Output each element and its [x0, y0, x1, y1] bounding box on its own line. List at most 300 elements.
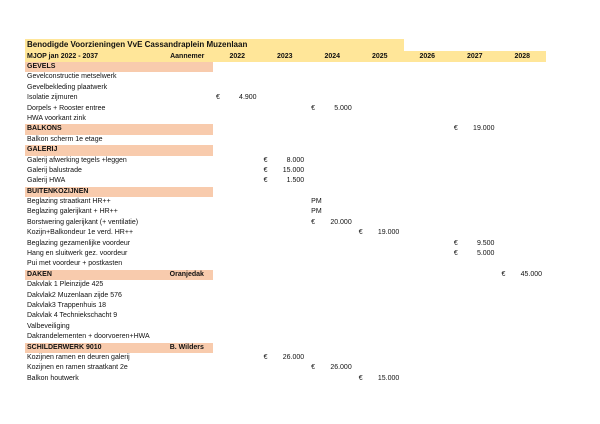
year-cell-2024 [308, 270, 356, 280]
table-row [25, 72, 546, 82]
year-cell-2026 [403, 343, 451, 353]
year-cell-2028 [498, 135, 546, 145]
pm-marker: PM [311, 208, 322, 216]
year-header-2023: 2023 [276, 52, 293, 60]
item-label: Dakrandelementen + doorvoeren+HWA [27, 333, 150, 341]
year-cell-2025 [356, 322, 404, 332]
year-cell-2024 [308, 156, 356, 166]
year-cell-2028 [498, 124, 546, 134]
year-cell-2028 [498, 207, 546, 217]
year-cell-2025 [356, 62, 404, 72]
year-cell-2023 [261, 311, 309, 321]
year-cell-2026 [403, 145, 451, 155]
item-contractor [161, 228, 213, 238]
year-cell-2023 [261, 280, 309, 290]
section-title: BUITENKOZIJNEN [27, 187, 89, 195]
year-cell-2025 [356, 332, 404, 342]
year-cell-2026 [403, 291, 451, 301]
year-cell-2022 [213, 291, 261, 301]
year-cell-2025 [356, 353, 404, 363]
year-cell-2023 [261, 145, 309, 155]
year-cell-2024 [308, 228, 356, 238]
table-row [25, 280, 546, 290]
row-label-area [25, 228, 213, 238]
year-cell-2024 [308, 259, 356, 269]
table-row [25, 374, 546, 384]
table-row [25, 259, 546, 269]
item-contractor [161, 166, 213, 176]
year-cell-2028 [498, 239, 546, 249]
table-row [25, 353, 546, 363]
row-label-area [25, 218, 213, 228]
year-cell-2024 [308, 72, 356, 82]
item-label: Gevelbekleding plaatwerk [27, 83, 108, 91]
amount: 8.000 [286, 156, 305, 164]
table-row [25, 332, 546, 342]
year-cell-2027 [451, 145, 499, 155]
item-contractor [161, 291, 213, 301]
year-cell-2022 [213, 166, 261, 176]
item-label: Dakvlak3 Trappenhuis 18 [27, 301, 106, 309]
year-cell-2026 [403, 124, 451, 134]
year-cell-2024 [308, 114, 356, 124]
year-cell-2022 [213, 135, 261, 145]
year-header-2024: 2024 [324, 52, 341, 60]
year-cell-2027 [451, 62, 499, 72]
year-cell-2027 [451, 301, 499, 311]
amount: 5.000 [476, 250, 495, 258]
year-cell-2028 [498, 249, 546, 259]
section-title: SCHILDERWERK 9010 [27, 343, 102, 351]
item-label: Galerij balustrade [27, 166, 82, 174]
year-cell-2023 [261, 72, 309, 82]
row-label-area [25, 311, 213, 321]
section-header-row [25, 145, 546, 155]
year-cell-2023 [261, 83, 309, 93]
year-cell-2028 [498, 363, 546, 373]
year-cell-2024 [308, 135, 356, 145]
year-cell-2022 [213, 156, 261, 166]
year-cell-2025 [356, 114, 404, 124]
currency-symbol: € [311, 218, 316, 226]
year-cell-2028 [498, 156, 546, 166]
year-cell-2027 [451, 124, 499, 134]
year-cell-2022 [213, 176, 261, 186]
year-cell-2028 [498, 187, 546, 197]
year-cell-2026 [403, 135, 451, 145]
year-cell-2023 [261, 353, 309, 363]
year-cell-2025 [356, 135, 404, 145]
year-cell-2025 [356, 239, 404, 249]
item-label: Balkon scherm 1e etage [27, 135, 103, 143]
section-contractor [161, 187, 213, 197]
year-cell-2026 [403, 72, 451, 82]
year-cell-2026 [403, 228, 451, 238]
year-cell-2022 [213, 197, 261, 207]
year-cell-2028 [498, 176, 546, 186]
year-cell-2024 [308, 197, 356, 207]
year-cell-2023 [261, 291, 309, 301]
table-row [25, 166, 546, 176]
amount: 5.000 [334, 104, 352, 112]
row-label-area [25, 197, 213, 207]
year-cell-2028 [498, 104, 546, 114]
currency-symbol: € [311, 364, 316, 372]
item-label: Isolatie zijmuren [27, 94, 78, 102]
year-cell-2025 [356, 374, 404, 384]
year-cell-2027 [451, 228, 499, 238]
year-cell-2025 [356, 270, 404, 280]
year-cell-2025 [356, 291, 404, 301]
item-label: Balkon houtwerk [27, 374, 79, 382]
item-contractor [161, 301, 213, 311]
year-cell-2028 [498, 166, 546, 176]
year-cell-2027 [451, 291, 499, 301]
year-cell-2028 [498, 83, 546, 93]
year-cell-2025 [356, 166, 404, 176]
currency-symbol: € [311, 104, 316, 112]
year-cell-2025 [356, 363, 404, 373]
year-cell-2022 [213, 62, 261, 72]
item-contractor [161, 93, 213, 103]
year-cell-2022 [213, 239, 261, 249]
item-label: Gevelconstructie metselwerk [27, 73, 117, 81]
year-cell-2022 [213, 270, 261, 280]
year-cell-2027 [451, 104, 499, 114]
table-row [25, 114, 546, 124]
table-row [25, 218, 546, 228]
item-label: Hang en sluitwerk gez. voordeur [27, 250, 128, 258]
mjop-sheet [25, 39, 546, 384]
section-title: DAKEN [27, 270, 52, 278]
year-cell-2024 [308, 187, 356, 197]
currency-symbol: € [453, 250, 458, 258]
year-cell-2028 [498, 93, 546, 103]
year-cell-2025 [356, 311, 404, 321]
row-label-area [25, 280, 213, 290]
row-label-area [25, 322, 213, 332]
year-cell-2025 [356, 218, 404, 228]
year-cell-2028 [498, 228, 546, 238]
item-contractor [161, 218, 213, 228]
document-title: Benodigde Voorzieningen VvE Cassandraplein Muzenlaan [25, 39, 404, 51]
table-row [25, 207, 546, 217]
year-cell-2022 [213, 301, 261, 311]
year-cell-2024 [308, 343, 356, 353]
year-cell-2023 [261, 343, 309, 353]
year-cell-2024 [308, 280, 356, 290]
year-cell-2025 [356, 343, 404, 353]
year-cell-2022 [213, 104, 261, 114]
section-contractor: Oranjedak [169, 270, 204, 278]
year-cell-2026 [403, 259, 451, 269]
year-cell-2028 [498, 343, 546, 353]
year-cell-2024 [308, 332, 356, 342]
year-cell-2023 [261, 93, 309, 103]
year-cell-2022 [213, 322, 261, 332]
year-cell-2024 [308, 301, 356, 311]
item-label: HWA voorkant zink [27, 114, 86, 122]
year-cell-2023 [261, 259, 309, 269]
year-cell-2024 [308, 322, 356, 332]
item-contractor [161, 280, 213, 290]
item-label: Kozijn+Balkondeur 1e verd. HR++ [27, 229, 134, 237]
column-header-row [25, 51, 546, 63]
year-cell-2027 [451, 135, 499, 145]
item-label: Dakvlak2 Muzenlaan zijde 576 [27, 291, 122, 299]
row-label-area [25, 259, 213, 269]
year-cell-2024 [308, 62, 356, 72]
year-cell-2027 [451, 176, 499, 186]
year-cell-2025 [356, 207, 404, 217]
year-cell-2024 [308, 176, 356, 186]
year-cell-2025 [356, 93, 404, 103]
pm-marker: PM [311, 198, 322, 206]
section-contractor [161, 62, 213, 72]
year-cell-2025 [356, 301, 404, 311]
year-cell-2022 [213, 228, 261, 238]
year-cell-2027 [451, 259, 499, 269]
year-cell-2027 [451, 218, 499, 228]
year-cell-2022 [213, 145, 261, 155]
year-cell-2027 [451, 72, 499, 82]
section-band [25, 62, 213, 72]
year-cell-2027 [451, 270, 499, 280]
table-row [25, 228, 546, 238]
year-cell-2027 [451, 197, 499, 207]
year-cell-2028 [498, 280, 546, 290]
year-cell-2027 [451, 114, 499, 124]
title-row [25, 39, 546, 51]
year-cell-2028 [498, 301, 546, 311]
currency-symbol: € [358, 229, 363, 237]
year-cell-2028 [498, 145, 546, 155]
row-label-area [25, 291, 213, 301]
year-cell-2023 [261, 187, 309, 197]
section-contractor: B. Wilders [169, 343, 204, 351]
year-cell-2027 [451, 83, 499, 93]
year-cell-2022 [213, 249, 261, 259]
currency-symbol: € [216, 94, 220, 102]
year-cell-2025 [356, 156, 404, 166]
year-cell-2024 [308, 83, 356, 93]
row-label-area [25, 239, 213, 249]
year-cell-2026 [403, 62, 451, 72]
item-label: Borstwering galerijkant (+ ventilatie) [27, 218, 139, 226]
table-row [25, 104, 546, 114]
year-cell-2023 [261, 166, 309, 176]
year-cell-2028 [498, 311, 546, 321]
year-cell-2028 [498, 218, 546, 228]
item-contractor [161, 311, 213, 321]
item-label: Beglazing galerijkant + HR++ [27, 208, 118, 216]
item-label: Beglazing gezamenlijke voordeur [27, 239, 131, 247]
item-contractor [161, 332, 213, 342]
year-cell-2022 [213, 207, 261, 217]
item-contractor [161, 135, 213, 145]
year-cell-2026 [403, 239, 451, 249]
year-cell-2024 [308, 124, 356, 134]
row-label-area [25, 332, 213, 342]
year-cell-2023 [261, 135, 309, 145]
item-contractor [161, 239, 213, 249]
year-header-2027: 2027 [466, 52, 483, 60]
year-cell-2025 [356, 176, 404, 186]
year-cell-2026 [403, 270, 451, 280]
table-row [25, 156, 546, 166]
row-label-area [25, 104, 213, 114]
year-cell-2026 [403, 207, 451, 217]
item-contractor [161, 176, 213, 186]
year-cell-2025 [356, 72, 404, 82]
year-cell-2023 [261, 363, 309, 373]
year-cell-2026 [403, 176, 451, 186]
currency-symbol: € [453, 125, 458, 133]
row-label-area [25, 207, 213, 217]
year-cell-2023 [261, 332, 309, 342]
year-cell-2022 [213, 343, 261, 353]
amount: 20.000 [330, 218, 352, 226]
year-cell-2023 [261, 156, 309, 166]
year-cell-2024 [308, 104, 356, 114]
year-cell-2024 [308, 363, 356, 373]
item-label: Dorpels + Rooster entree [27, 104, 106, 112]
section-contractor [161, 124, 213, 134]
year-cell-2026 [403, 374, 451, 384]
table-row [25, 176, 546, 186]
year-cell-2022 [213, 332, 261, 342]
amount: 15.000 [377, 374, 400, 382]
item-contractor [161, 353, 213, 363]
section-band [25, 187, 213, 197]
year-cell-2024 [308, 166, 356, 176]
section-band [25, 343, 213, 353]
year-cell-2022 [213, 353, 261, 363]
year-cell-2022 [213, 93, 261, 103]
item-label: Dakvlak 1 Pleinzijde 425 [27, 281, 104, 289]
amount: 1.500 [286, 177, 305, 185]
year-cell-2025 [356, 280, 404, 290]
section-band [25, 270, 213, 280]
row-label-area [25, 301, 213, 311]
amount: 45.000 [520, 270, 543, 278]
year-cell-2027 [451, 374, 499, 384]
year-cell-2026 [403, 104, 451, 114]
year-cell-2023 [261, 239, 309, 249]
year-cell-2026 [403, 197, 451, 207]
year-cell-2028 [498, 197, 546, 207]
item-contractor [161, 83, 213, 93]
section-title: GEVELS [27, 63, 56, 70]
year-cell-2025 [356, 228, 404, 238]
year-cell-2023 [261, 322, 309, 332]
amount: 15.000 [282, 166, 305, 174]
year-cell-2023 [261, 374, 309, 384]
currency-symbol: € [358, 374, 363, 382]
year-cell-2026 [403, 93, 451, 103]
year-cell-2026 [403, 311, 451, 321]
row-label-area [25, 135, 213, 145]
year-cell-2024 [308, 239, 356, 249]
year-cell-2025 [356, 249, 404, 259]
year-cell-2022 [213, 259, 261, 269]
year-header-2026: 2026 [419, 52, 436, 60]
year-cell-2028 [498, 270, 546, 280]
year-cell-2024 [308, 93, 356, 103]
year-cell-2023 [261, 114, 309, 124]
year-cell-2027 [451, 156, 499, 166]
amount: 4.900 [239, 94, 257, 102]
year-cell-2028 [498, 259, 546, 269]
year-cell-2025 [356, 104, 404, 114]
year-cell-2027 [451, 249, 499, 259]
year-cell-2026 [403, 301, 451, 311]
year-cell-2025 [356, 187, 404, 197]
year-cell-2022 [213, 114, 261, 124]
item-contractor [161, 72, 213, 82]
year-cell-2023 [261, 228, 309, 238]
table-row [25, 197, 546, 207]
year-cell-2027 [451, 363, 499, 373]
year-cell-2027 [451, 187, 499, 197]
year-cell-2024 [308, 374, 356, 384]
item-label: Valbeveiliging [27, 322, 70, 330]
year-cell-2024 [308, 207, 356, 217]
currency-symbol: € [263, 166, 268, 174]
year-cell-2026 [403, 187, 451, 197]
item-contractor [161, 197, 213, 207]
item-contractor [161, 114, 213, 124]
year-cell-2028 [498, 114, 546, 124]
year-cell-2026 [403, 353, 451, 363]
year-cell-2026 [403, 166, 451, 176]
table-row [25, 135, 546, 145]
year-cell-2027 [451, 280, 499, 290]
row-label-area [25, 176, 213, 186]
currency-symbol: € [263, 353, 268, 361]
year-cell-2025 [356, 83, 404, 93]
amount: 26.000 [330, 364, 352, 372]
section-header-row [25, 187, 546, 197]
year-cell-2023 [261, 301, 309, 311]
year-cell-2028 [498, 353, 546, 363]
year-cell-2023 [261, 176, 309, 186]
year-header-2025: 2025 [371, 52, 388, 60]
section-header-row [25, 270, 546, 280]
item-contractor [161, 374, 213, 384]
year-cell-2027 [451, 166, 499, 176]
year-cell-2022 [213, 72, 261, 82]
currency-symbol: € [453, 239, 458, 247]
item-label: Galerij afwerking tegels +leggen [27, 156, 127, 164]
amount: 19.000 [377, 229, 400, 237]
year-cell-2022 [213, 124, 261, 134]
row-label-area [25, 353, 213, 363]
year-cell-2026 [403, 218, 451, 228]
table-row [25, 291, 546, 301]
year-cell-2027 [451, 239, 499, 249]
item-label: Kozijnen en ramen straatkant 2e [27, 364, 128, 372]
amount: 9.500 [476, 239, 495, 247]
year-cell-2022 [213, 311, 261, 321]
year-cell-2028 [498, 291, 546, 301]
amount: 19.000 [473, 125, 495, 133]
row-label-area [25, 83, 213, 93]
year-cell-2022 [213, 363, 261, 373]
year-header-2028: 2028 [514, 52, 531, 60]
section-header-row [25, 62, 546, 72]
year-cell-2026 [403, 332, 451, 342]
